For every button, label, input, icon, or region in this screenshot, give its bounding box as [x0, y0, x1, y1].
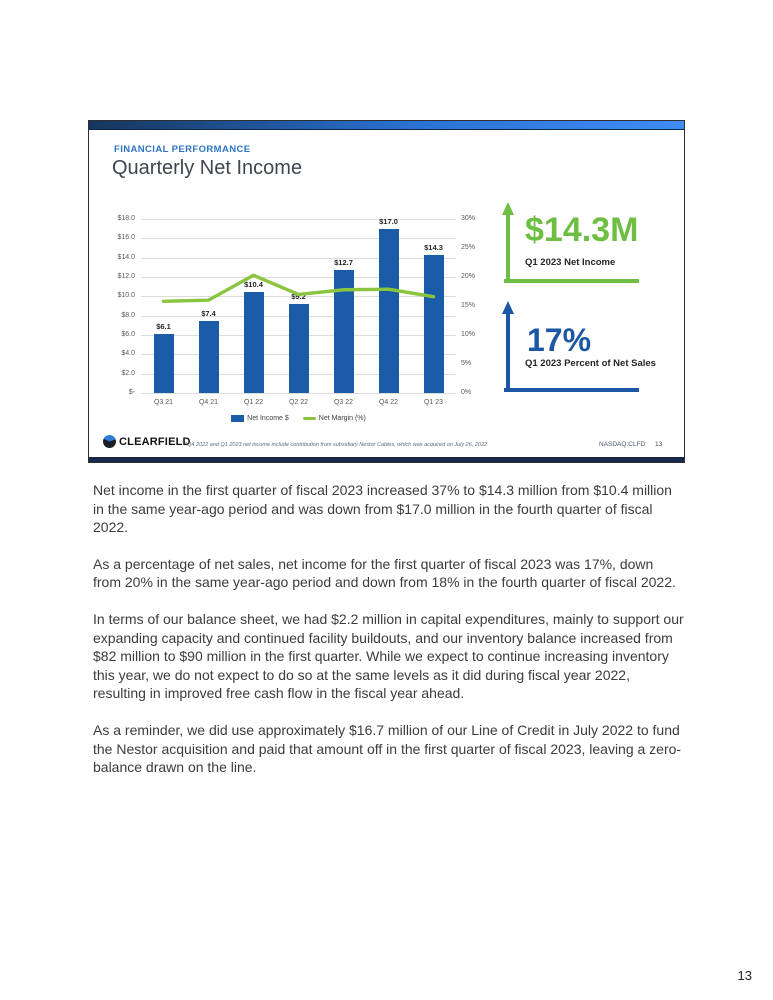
y-axis-tick: 20%: [461, 273, 476, 280]
x-axis-tick: Q1 23: [423, 399, 444, 406]
net-income-chart: [89, 211, 489, 433]
bar-value-label: $9.2: [291, 292, 306, 302]
page-number: 13: [737, 968, 752, 983]
slide-number: 13: [655, 441, 663, 448]
y-axis-tick: $4.0: [121, 350, 135, 358]
x-axis-tick: Q1 22: [243, 399, 264, 406]
clearfield-logo-icon: [103, 435, 116, 448]
x-axis-tick: Q3 22: [333, 399, 354, 406]
y-axis-tick: $14.0: [117, 253, 135, 261]
y-axis-tick: 10%: [461, 331, 476, 338]
bar-value-label: $12.7: [334, 258, 353, 268]
y-axis-tick: 25%: [461, 244, 476, 251]
y-axis-tick: $-: [128, 389, 135, 396]
slide-accent-bar: [89, 121, 684, 130]
y-axis-tick: $2.0: [121, 369, 135, 377]
legend-item-net-margin: [303, 415, 366, 422]
legend-label: Net Income $: [247, 415, 289, 422]
slide-footnote: *Q4 2022 and Q1 2023 net income include contribution from subsidiary Nestor Cables, which was acquired on July 26, 2022: [185, 442, 488, 448]
callout-net-margin: [502, 297, 684, 409]
body-paragraph: As a percentage of net sales, net income for the first quarter of fiscal 2023 was 17%, down from 20% in the same year-ago period and down from 18% in the fourth quarter of fiscal 2022.: [93, 555, 676, 591]
gridline: [141, 393, 456, 394]
bar-value-label: $6.1: [156, 322, 171, 332]
y-axis-tick: $10.0: [117, 292, 135, 300]
callout-label: Q1 2023 Percent of Net Sales: [525, 358, 656, 369]
y-axis-tick: 15%: [461, 302, 476, 309]
x-axis-tick: Q4 21: [198, 399, 219, 406]
callout-label: Q1 2023 Net Income: [525, 257, 616, 268]
clearfield-logo: [103, 435, 191, 448]
x-axis-tick: Q2 22: [288, 399, 309, 406]
legend-label: Net Margin (%): [318, 415, 366, 422]
line-swatch-icon: [303, 417, 316, 420]
slide-title: Quarterly Net Income: [112, 157, 303, 179]
y-axis-tick: 5%: [461, 360, 472, 367]
bar-value-label: $14.3: [424, 242, 443, 252]
clearfield-logo-text: CLEARFIELD: [119, 435, 191, 448]
slide-kicker: FINANCIAL PERFORMANCE: [114, 144, 251, 155]
bar-value-label: $7.4: [201, 309, 216, 319]
net-margin-line: [141, 216, 456, 393]
ticker-label: NASDAQ:CLFD: [599, 441, 646, 448]
presentation-slide: [88, 120, 685, 463]
body-paragraph: Net income in the first quarter of fiscal 2023 increased 37% to $14.3 million from $10.4 million in the same year-ago period and was down from $17.0 million in the fourth quarter of fiscal 2022.: [93, 482, 672, 536]
y-axis-tick: $6.0: [121, 331, 135, 338]
y-axis-tick: $12.0: [117, 273, 135, 280]
slide-bottom-bar: [89, 457, 684, 462]
body-text: [93, 481, 685, 795]
callout-net-income: [502, 200, 684, 296]
y-axis-tick: $8.0: [121, 311, 135, 319]
x-axis-tick: Q3 21: [153, 399, 174, 406]
y-axis-tick: $18.0: [117, 215, 135, 222]
body-paragraph: As a reminder, we did use approximately $16.7 million of our Line of Credit in July 2022 to fund the Nestor acquisition and paid that amount off in the first quarter of fiscal 2023, leaving a zero-balance drawn on the line.: [93, 721, 682, 776]
bar-value-label: $17.0: [379, 216, 398, 226]
body-paragraph: In terms of our balance sheet, we had $2.2 million in capital expenditures, mainly to support our expanding capacity and continued facility buildouts, and our inventory balance increased from $82 million to $90 million in the first quarter. While we expect to continue increasing inventory this year, we do not expect to do so at the same levels as it did during fiscal year 2022, resulting in improved free cash flow in the fiscal year ahead.: [93, 610, 684, 702]
callout-value: $14.3M: [525, 211, 639, 249]
bar-value-label: $10.4: [244, 280, 263, 290]
y-axis-tick: $16.0: [117, 234, 135, 242]
legend-item-net-income: [231, 415, 289, 422]
y-axis-tick: 0%: [461, 389, 472, 396]
callout-value: 17%: [527, 322, 592, 358]
bar-swatch-icon: [231, 415, 244, 422]
chart-legend: [141, 415, 456, 422]
x-axis-tick: Q4 22: [378, 399, 399, 406]
y-axis-tick: 30%: [461, 215, 476, 222]
